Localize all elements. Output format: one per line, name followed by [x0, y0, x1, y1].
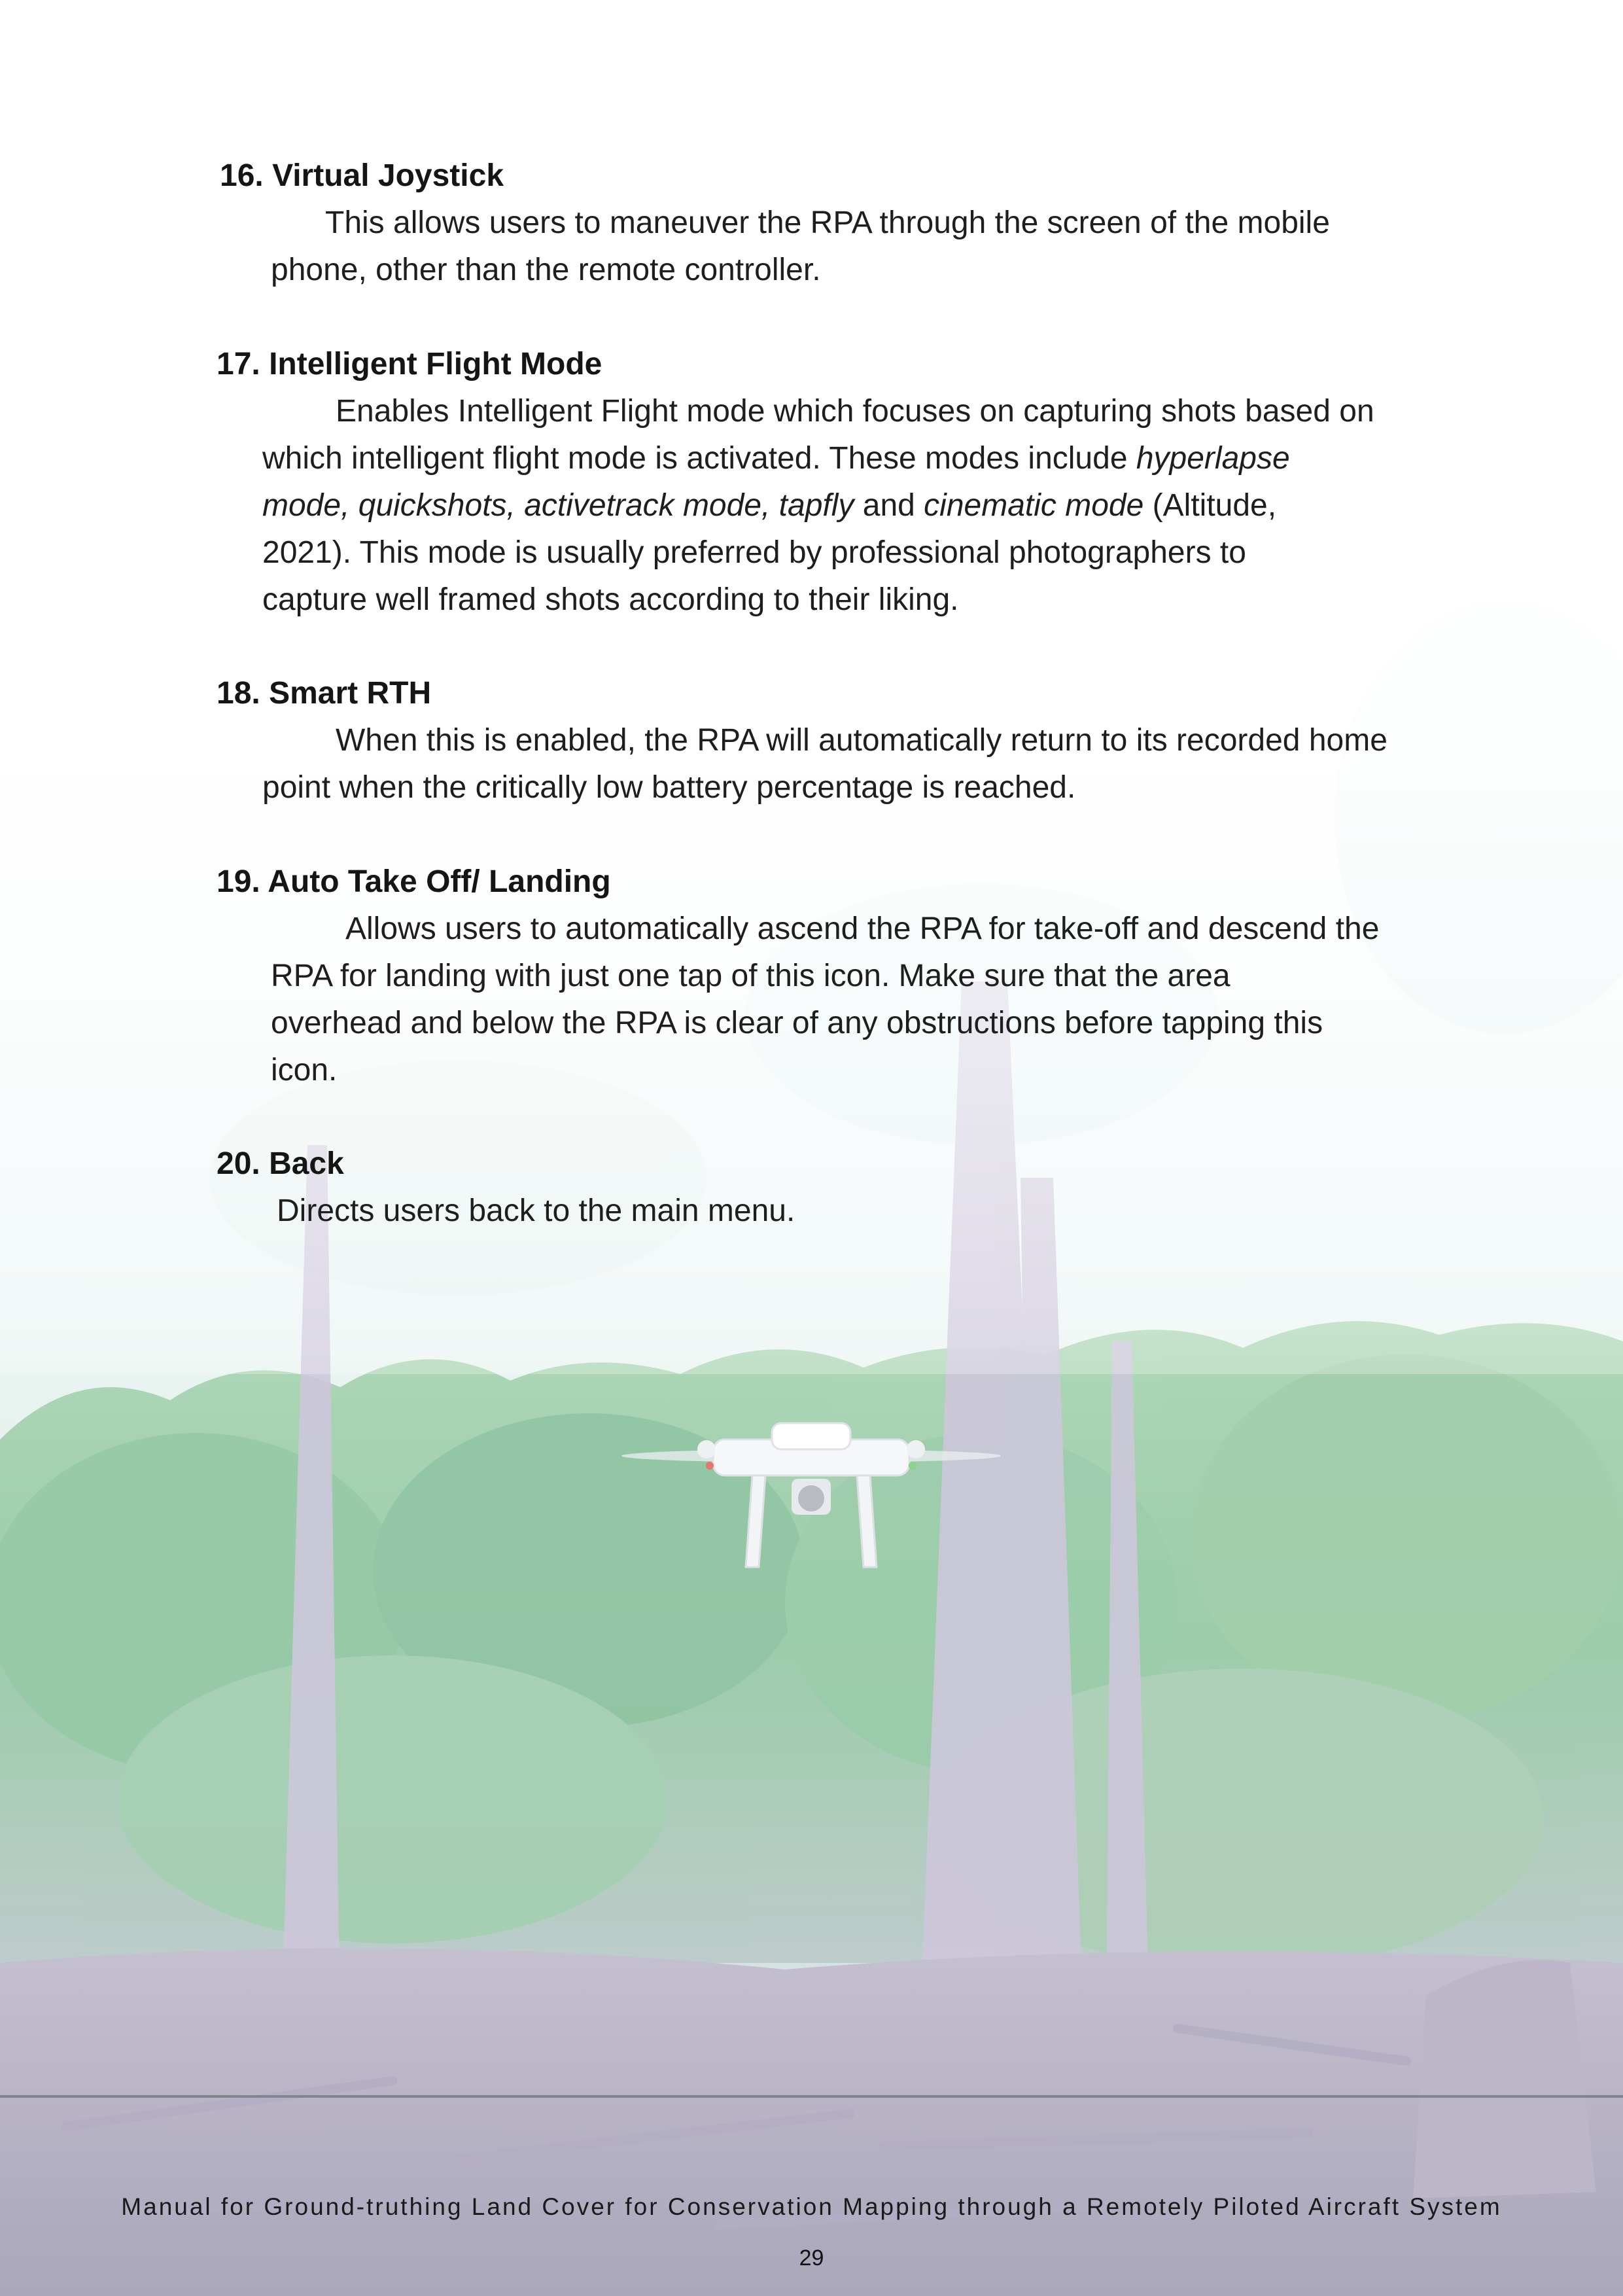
text-run: and	[854, 488, 924, 523]
paragraph-line: icon.	[271, 1053, 338, 1087]
section-heading: 18. Smart RTH	[217, 676, 432, 711]
footer-divider	[0, 2095, 1623, 2098]
paragraph-line: Enables Intelligent Flight mode which focuses on capturing shots based on	[336, 394, 1374, 429]
text-run: (Altitude,	[1143, 488, 1277, 523]
ground-debris	[0, 1948, 1623, 2296]
paragraph-line: 2021). This mode is usually preferred by professional photographers to	[262, 535, 1246, 570]
paragraph-line: This allows users to maneuver the RPA through the screen of the mobile	[325, 205, 1330, 240]
paragraph-line: When this is enabled, the RPA will automatically return to its recorded home	[336, 723, 1387, 758]
section-heading: 20. Back	[217, 1146, 344, 1181]
page-number: 29	[799, 2246, 824, 2270]
paragraph-line: point when the critically low battery percentage is reached.	[262, 770, 1076, 805]
paragraph-line: capture well framed shots according to their liking.	[262, 582, 959, 617]
section-heading: 17. Intelligent Flight Mode	[217, 347, 602, 381]
italic-term: cinematic mode	[924, 488, 1144, 523]
section-heading: 16. Virtual Joystick	[220, 158, 504, 193]
paragraph-line	[262, 435, 1290, 482]
footer-title: Manual for Ground-truthing Land Cover for Conservation Mapping through a Remotely Piloted Aircraft System	[121, 2193, 1502, 2220]
italic-term: mode, quickshots, activetrack mode, tapfly	[262, 488, 854, 523]
paragraph-line: overhead and below the RPA is clear of any obstructions before tapping this	[271, 1006, 1323, 1040]
paragraph-line: Allows users to automatically ascend the RPA for take-off and descend the	[345, 911, 1380, 946]
text-run: which intelligent flight mode is activated. These modes include	[262, 441, 1136, 476]
paragraph-line: Directs users back to the main menu.	[277, 1193, 795, 1228]
paragraph-line	[262, 482, 1276, 529]
italic-term: hyperlapse	[1136, 441, 1290, 476]
section-heading: 19. Auto Take Off/ Landing	[217, 864, 611, 899]
foliage	[0, 1321, 1623, 1969]
paragraph-line: RPA for landing with just one tap of this icon. Make sure that the area	[271, 959, 1230, 993]
paragraph-line: phone, other than the remote controller.	[271, 253, 821, 287]
